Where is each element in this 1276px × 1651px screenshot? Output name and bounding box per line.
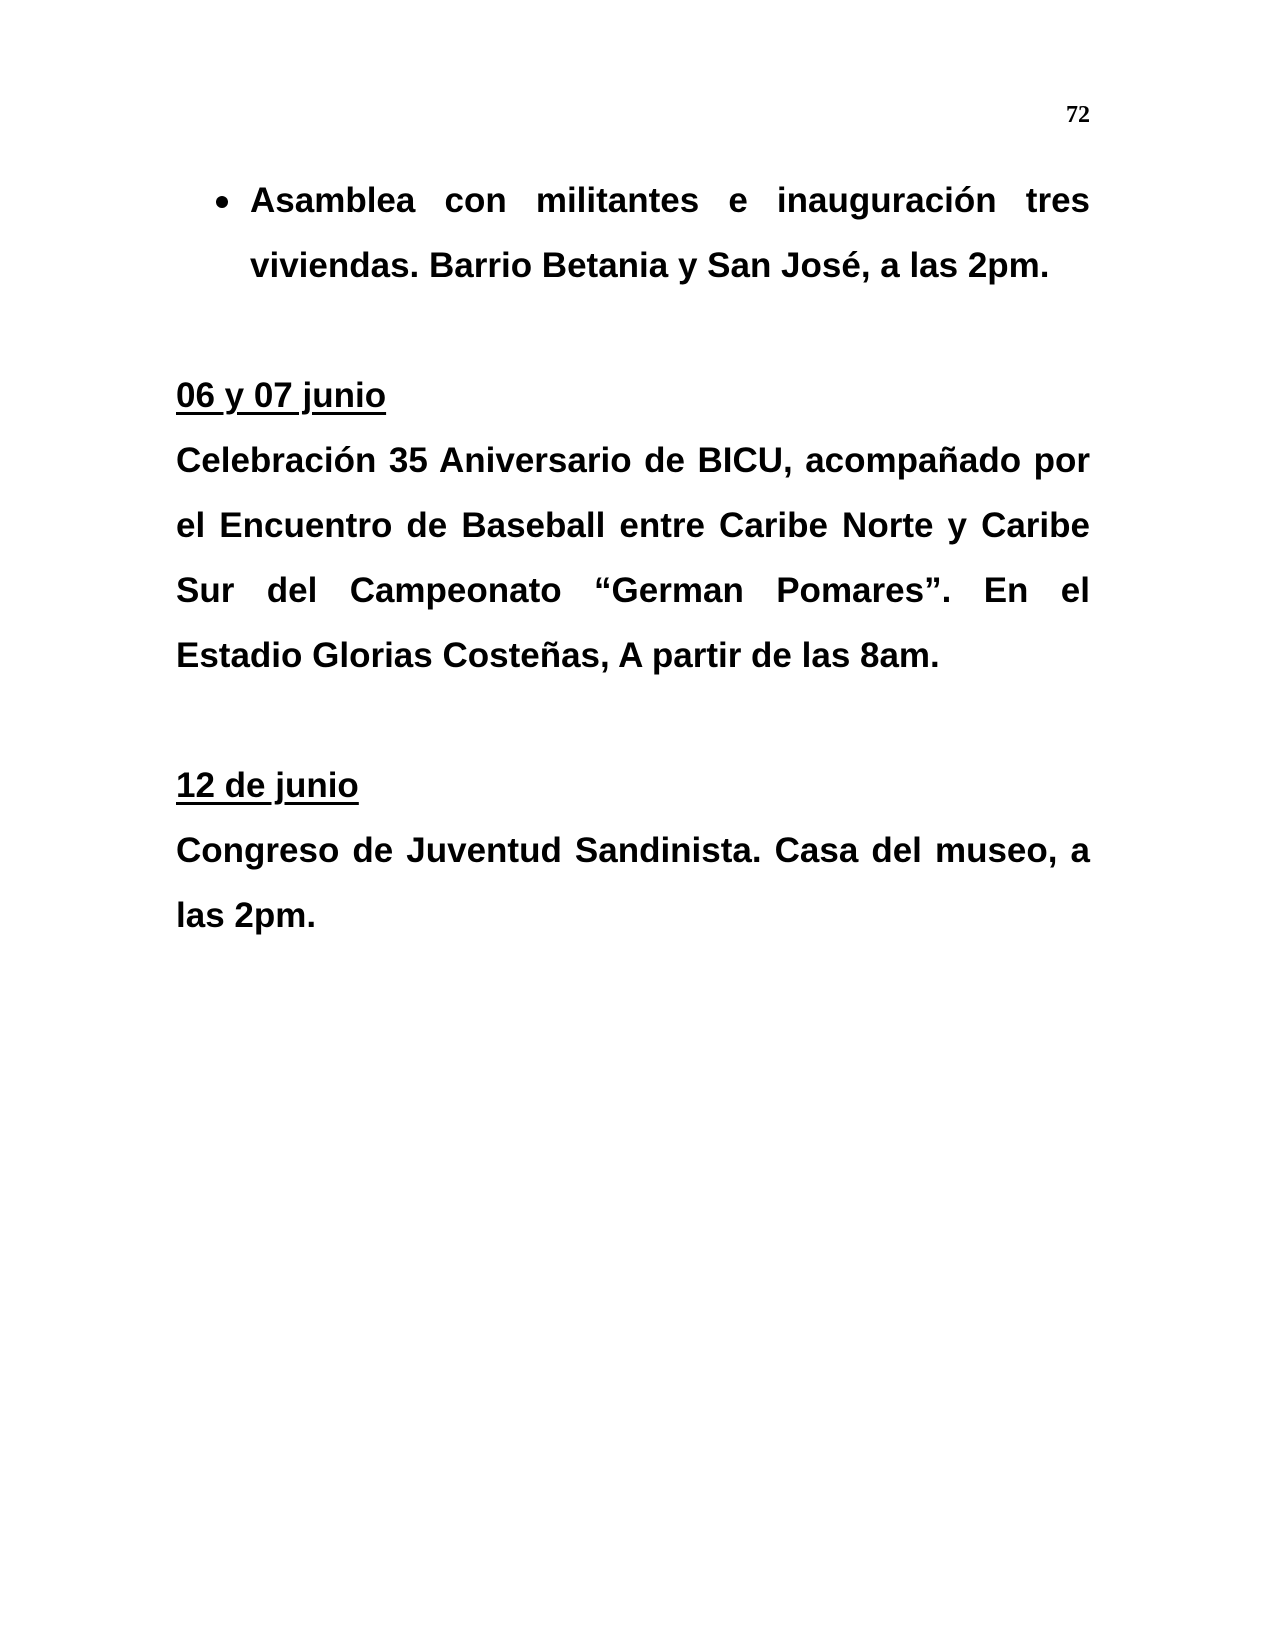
bullet-text: Asamblea con militantes e inauguración tres viviendas. Barrio Betania y San José, a las 2pm. (250, 181, 1090, 285)
section-date: 06 y 07 junio (176, 376, 387, 415)
section-date: 12 de junio (176, 766, 359, 805)
section-text: Congreso de Juventud Sandinista. Casa del museo, a las 2pm. (176, 831, 1090, 935)
page-number: 72 (1066, 102, 1090, 128)
event-section-06-07-junio (176, 363, 1090, 688)
bullet-list (176, 168, 1090, 298)
event-section-12-junio (176, 753, 1090, 948)
section-text: Celebración 35 Aniversario de BICU, acompañado por el Encuentro de Baseball entre Caribe Norte y Caribe Sur del Campeonato “German Pomares”. En el Estadio Glorias Costeñas, A partir de las 8am. (176, 441, 1090, 675)
bullet-icon (216, 196, 228, 208)
document-body (176, 168, 1090, 948)
list-item (176, 168, 1090, 298)
